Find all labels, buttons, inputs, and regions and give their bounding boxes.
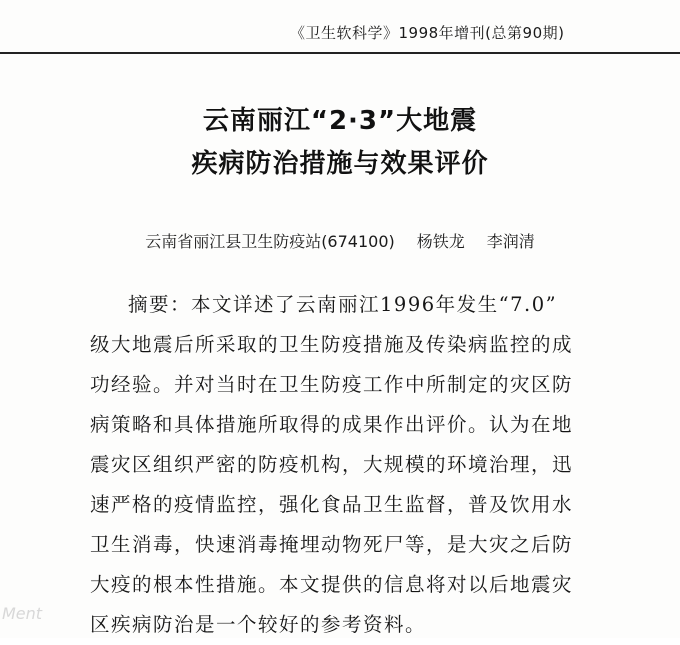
watermark: Ment (2, 604, 43, 623)
abstract-line-2: 级大地震后所采取的卫生防疫措施及传染病监控的成 (90, 333, 574, 356)
author-2: 李润清 (486, 232, 535, 251)
header-rule (0, 52, 680, 54)
abstract-line-3: 功经验。并对当时在卫生防疫工作中所制定的灾区防 (90, 373, 574, 396)
abstract-line-8: 大疫的根本性措施。本文提供的信息将对以后地震灾 (90, 573, 574, 596)
abstract-line-9: 区疾病防治是一个较好的参考资料。 (90, 613, 427, 636)
article-title-line-2: 疾病防治措施与效果评价 (191, 149, 489, 179)
abstract-line-5: 震灾区组织严密的防疫机构，大规模的环境治理，迅 (90, 453, 574, 476)
abstract-line-7: 卫生消毒，快速消毒掩埋动物死尸等，是大灾之后防 (90, 533, 574, 556)
journal-header: 《卫生软科学》1998年增刊(总第90期) (290, 24, 565, 42)
abstract-line-1: 摘要：本文详述了云南丽江1996年发生“7.0” (128, 293, 558, 316)
author-1: 杨铁龙 (416, 232, 465, 251)
abstract-line-4: 病策略和具体措施所取得的成果作出评价。认为在地 (90, 413, 574, 436)
abstract (90, 285, 630, 645)
byline (0, 229, 680, 252)
affiliation: 云南省丽江县卫生防疫站(674100) (145, 232, 395, 251)
article-title-line-1: 云南丽江“2·3”大地震 (202, 106, 478, 136)
abstract-line-6: 速严格的疫情监控，强化食品卫生监督，普及饮用水 (90, 493, 574, 516)
